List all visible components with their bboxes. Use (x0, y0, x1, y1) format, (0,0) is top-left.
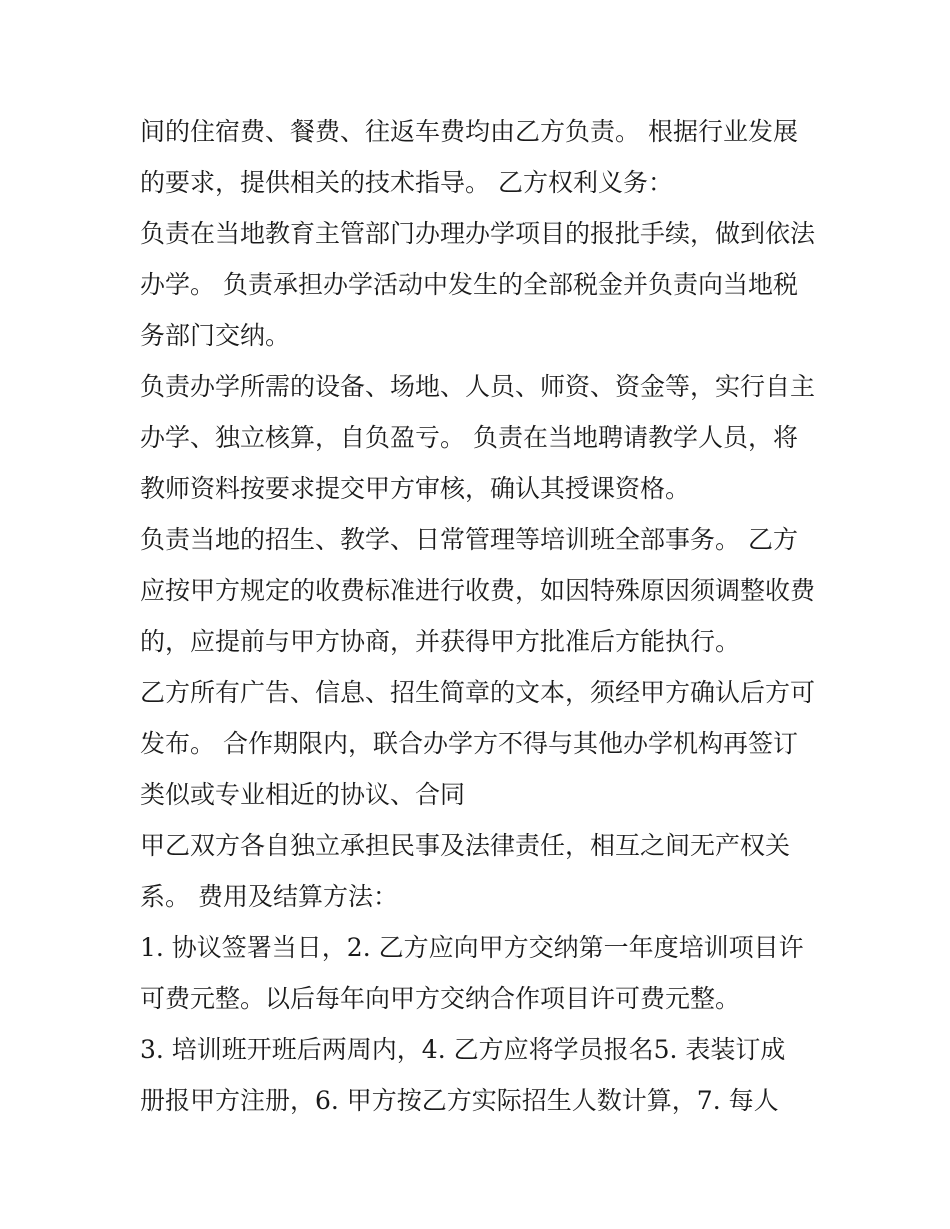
text-line: 发布。 合作期限内，联合办学方不得与其他办学机构再签订 (140, 729, 798, 758)
text-line: 甲乙双方各自独立承担民事及法律责任，相互之间无产权关 (140, 831, 791, 860)
text-line: 乙方所有广告、信息、招生简章的文本，须经甲方确认后方可 (140, 678, 816, 707)
text-line: 办学。 负责承担办学活动中发生的全部税金并负责向当地税 (140, 270, 798, 299)
text-line: 应按甲方规定的收费标准进行收费，如因特殊原因须调整收费 (140, 576, 816, 605)
text-line: 册报甲方注册，6. 甲方按乙方实际招生人数计算，7. 每人 (140, 1086, 779, 1115)
text-line: 负责在当地教育主管部门办理办学项目的报批手续，做到依法 (140, 219, 816, 248)
text-line: 的，应提前与甲方协商，并获得甲方批准后方能执行。 (140, 627, 741, 656)
text-line: 3. 培训班开班后两周内，4. 乙方应将学员报名5. 表装订成 (140, 1035, 786, 1064)
text-line: 负责当地的招生、教学、日常管理等培训班全部事务。 乙方 (140, 525, 798, 554)
text-line: 负责办学所需的设备、场地、人员、师资、资金等，实行自主 (140, 372, 816, 401)
text-line: 可费元整。以后每年向甲方交纳合作项目许可费元整。 (140, 984, 741, 1013)
text-line: 间的住宿费、餐费、往返车费均由乙方负责。 根据行业发展 (140, 117, 798, 146)
text-line: 教师资料按要求提交甲方审核，确认其授课资格。 (140, 474, 691, 503)
text-line: 务部门交纳。 (140, 321, 291, 350)
text-line: 办学、独立核算，自负盈亏。 负责在当地聘请教学人员，将 (140, 423, 798, 452)
text-line: 1. 协议签署当日，2. 乙方应向甲方交纳第一年度培训项目许 (140, 933, 804, 962)
document-body (140, 106, 820, 1126)
text-line: 系。 费用及结算方法： (140, 882, 398, 911)
text-line: 类似或专业相近的协议、合同 (140, 780, 466, 809)
text-line: 的要求，提供相关的技术指导。 乙方权利义务： (140, 168, 673, 197)
